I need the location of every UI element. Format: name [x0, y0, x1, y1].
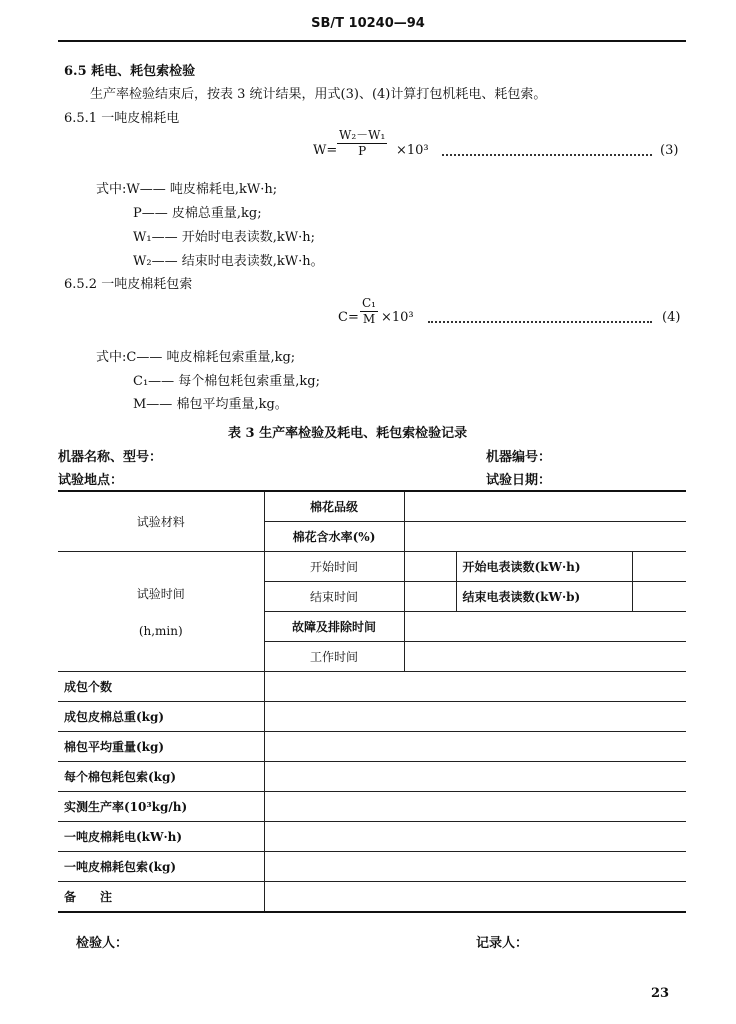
test-location-label: 试验地点： — [58, 473, 124, 488]
avg-weight-value — [264, 732, 686, 762]
formula-3-leader-dots — [442, 154, 652, 156]
total-weight-label: 成包皮棉总重(kg) — [58, 702, 264, 732]
section-6-5-1-heading: 6.5.1 一吨皮棉耗电 — [64, 111, 180, 126]
section-6-5-heading: 6.5 耗电、耗包索检验 — [64, 64, 196, 79]
table-row — [58, 732, 686, 762]
start-meter-value — [632, 552, 686, 582]
header-rule — [58, 40, 686, 42]
formula-3-factor: ×10³ — [396, 143, 429, 158]
remarks-value — [264, 882, 686, 913]
cotton-grade-value — [404, 491, 686, 522]
table-row — [58, 852, 686, 882]
where-3-line-1: 式中:W—— 吨皮棉耗电,kW·h; — [96, 182, 278, 197]
moisture-value — [404, 522, 686, 552]
page-number: 23 — [651, 986, 670, 1001]
rope-per-bale-label: 每个棉包耗包索(kg) — [58, 762, 264, 792]
inspector-label: 检验人： — [76, 936, 129, 951]
formula-4-factor: ×10³ — [381, 310, 414, 325]
table-row — [58, 702, 686, 732]
where-4-line-1: 式中:C—— 吨皮棉耗包索重量,kg; — [96, 350, 296, 365]
total-weight-value — [264, 702, 686, 732]
end-meter-label: 结束电表读数(kW·b) — [456, 582, 632, 612]
formula-3-lhs: W= — [313, 143, 338, 158]
rope-per-bale-value — [264, 762, 686, 792]
machine-name-label: 机器名称、型号： — [58, 450, 163, 465]
table-row — [58, 882, 686, 913]
end-time-label: 结束时间 — [264, 582, 404, 612]
end-time-value — [404, 582, 456, 612]
power-per-ton-label: 一吨皮棉耗电(kW·h) — [58, 822, 264, 852]
formula-3-number: (3) — [660, 143, 679, 158]
table-row — [58, 491, 686, 522]
formula-4-lhs: C= — [338, 310, 359, 325]
formula-3-numerator: W₂－W₁ — [339, 128, 386, 142]
avg-weight-label: 棉包平均重量(kg) — [58, 732, 264, 762]
machine-number-label: 机器编号： — [486, 450, 552, 465]
remarks-label: 备 注 — [58, 882, 264, 913]
standard-code-header: SB/T 10240—94 — [311, 16, 425, 31]
bale-count-value — [264, 672, 686, 702]
record-table — [58, 490, 686, 913]
power-per-ton-value — [264, 822, 686, 852]
formula-4-leader-dots — [428, 321, 652, 323]
start-time-value — [404, 552, 456, 582]
end-meter-value — [632, 582, 686, 612]
bale-count-label: 成包个数 — [58, 672, 264, 702]
where-3-line-3: W₁—— 开始时电表读数,kW·h; — [133, 230, 315, 245]
rope-per-ton-value — [264, 852, 686, 882]
recorder-label: 记录人： — [476, 936, 529, 951]
table-3-title: 表 3 生产率检验及耗电、耗包索检验记录 — [228, 426, 468, 441]
formula-4-numerator: C₁ — [362, 296, 376, 310]
formula-4-fraction — [360, 296, 378, 327]
formula-4-number: (4) — [662, 310, 681, 325]
test-time-unit: (h,min) — [138, 624, 183, 638]
test-material-cell: 试验材料 — [58, 491, 264, 552]
where-3-line-2: P—— 皮棉总重量,kg; — [133, 206, 262, 221]
test-time-label: 试验时间 — [136, 587, 185, 601]
test-date-label: 试验日期： — [486, 473, 552, 488]
formula-3-denominator: P — [358, 144, 367, 158]
fault-time-label: 故障及排除时间 — [264, 612, 404, 642]
formula-3-fraction — [337, 128, 387, 159]
table-row — [58, 762, 686, 792]
fault-time-value — [404, 612, 686, 642]
table-row — [58, 672, 686, 702]
start-meter-label: 开始电表读数(kW·h) — [456, 552, 632, 582]
table-row — [58, 822, 686, 852]
moisture-label: 棉花含水率(%) — [264, 522, 404, 552]
formula-4-denominator: M — [362, 312, 376, 326]
test-time-cell — [58, 552, 264, 672]
section-6-5-2-heading: 6.5.2 一吨皮棉耗包索 — [64, 277, 193, 292]
where-4-line-2: C₁—— 每个棉包耗包索重量,kg; — [133, 374, 321, 389]
where-3-line-4: W₂—— 结束时电表读数,kW·h。 — [133, 254, 324, 269]
rope-per-ton-label: 一吨皮棉耗包索(kg) — [58, 852, 264, 882]
work-time-label: 工作时间 — [264, 642, 404, 672]
section-6-5-intro: 生产率检验结束后，按表 3 统计结果，用式(3)、(4)计算打包机耗电、耗包索。 — [90, 87, 547, 102]
work-time-value — [404, 642, 686, 672]
productivity-value — [264, 792, 686, 822]
productivity-label: 实测生产率(10³kg/h) — [58, 792, 264, 822]
start-time-label: 开始时间 — [264, 552, 404, 582]
cotton-grade-label: 棉花品级 — [264, 491, 404, 522]
table-row — [58, 792, 686, 822]
table-row — [58, 552, 686, 582]
where-4-line-3: M—— 棉包平均重量,kg。 — [133, 397, 288, 412]
